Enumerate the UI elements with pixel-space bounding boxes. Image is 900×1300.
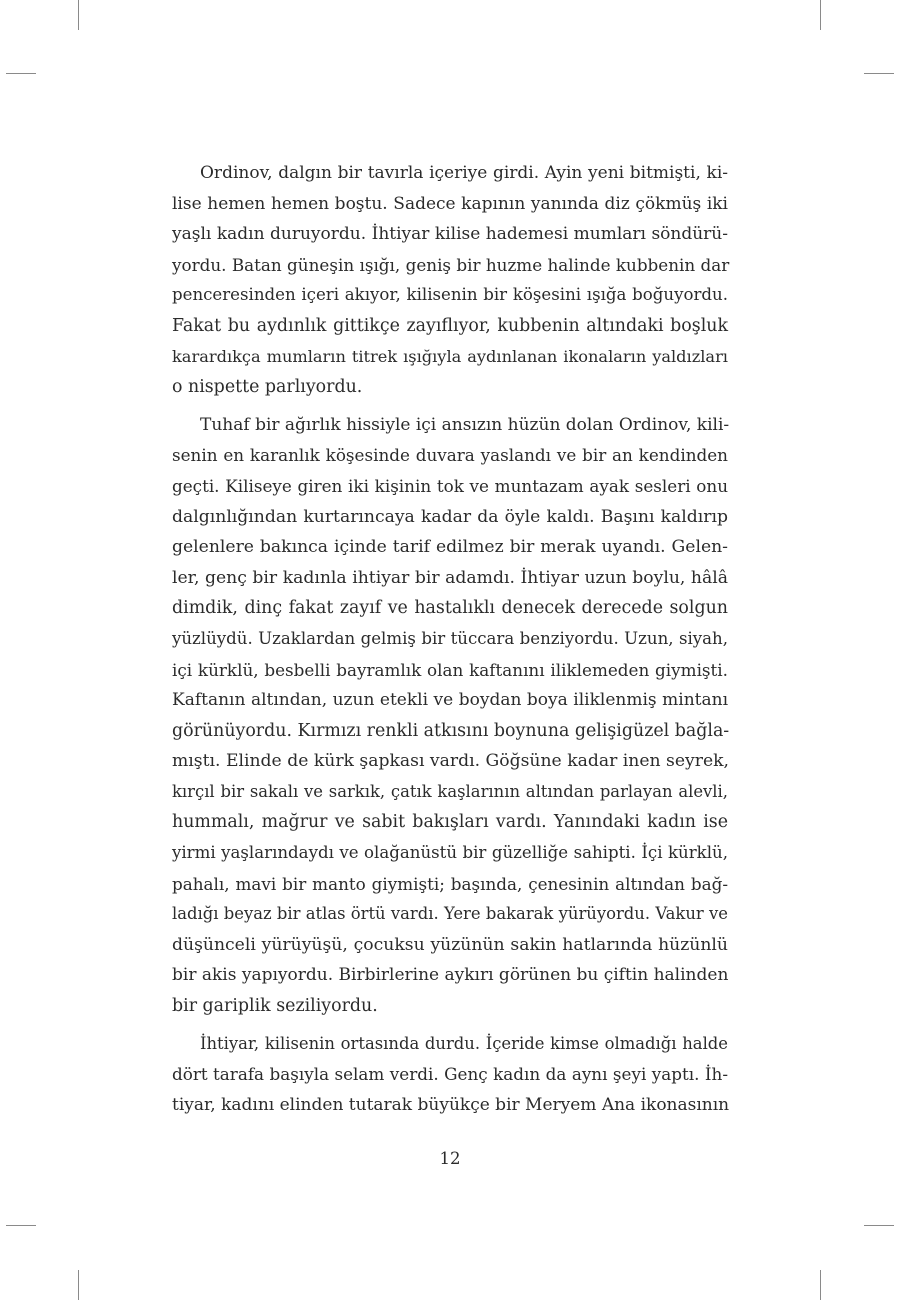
body-text: [172, 158, 728, 1127]
text-line: ladığı beyaz bir atlas örtü vardı. Yere bakarak yürüyordu. Vakur ve: [172, 904, 728, 924]
text-line: gelenlere bakınca içinde tarif edilmez bir merak uyandı. Gelen-: [172, 537, 728, 558]
text-line: karardıkça mumların titrek ışığıyla aydınlanan ikonaların yaldızları: [172, 346, 728, 366]
text-line: dalgınlığından kurtarıncaya kadar da öyle kaldı. Başını kaldırıp: [172, 506, 728, 527]
text-line: kırçıl bir sakalı ve sarkık, çatık kaşlarının altından parlayan alevli,: [172, 781, 728, 801]
text-line: Fakat bu aydınlık gittikçe zayıflıyor, kubbenin altındaki boşluk: [172, 315, 728, 336]
text-line: yüzlüydü. Uzaklardan gelmiş bir tüccara benziyordu. Uzun, siyah,: [172, 628, 728, 648]
paragraph: [172, 410, 728, 1022]
text-line: Tuhaf bir ağırlık hissiyle içi ansızın hüzün dolan Ordinov, kili-: [200, 414, 730, 435]
text-line: tiyar, kadını elinden tutarak büyükçe bir Meryem Ana ikonasının: [172, 1094, 730, 1115]
text-line: bir akis yapıyordu. Birbirlerine aykırı görünen bu çiftin halinden: [172, 965, 729, 986]
crop-mark-top-left: [78, 0, 79, 30]
text-line: penceresinden içeri akıyor, kilisenin bir köşesini ışığa boğuyordu.: [172, 285, 728, 305]
paragraph: [172, 158, 728, 403]
text-line: yirmi yaşlarındaydı ve olağanüstü bir güzelliğe sahipti. İçi kürklü,: [172, 843, 728, 863]
crop-mark-left-lower: [6, 1225, 36, 1226]
text-line: görünüyordu. Kırmızı renkli atkısını boynuna gelişigüzel bağla-: [172, 720, 730, 741]
crop-mark-top-right: [820, 0, 821, 30]
text-line: düşünceli yürüyüşü, çocuksu yüzünün sakin hatlarında hüzünlü: [172, 934, 728, 955]
text-line: geçti. Kiliseye giren iki kişinin tok ve muntazam ayak sesleri onu: [172, 475, 728, 496]
page-number: 12: [439, 1149, 461, 1168]
crop-mark-bottom-right: [820, 1270, 821, 1300]
text-line: mıştı. Elinde de kürk şapkası vardı. Göğsüne kadar inen seyrek,: [172, 751, 730, 772]
text-line: bir gariplik seziliyordu.: [172, 996, 378, 1017]
text-line: İhtiyar, kilisenin ortasında durdu. İçeride kimse olmadığı halde: [200, 1033, 728, 1053]
text-line: dört tarafa başıyla selam verdi. Genç kadın da aynı şeyi yaptı. İh-: [172, 1064, 728, 1085]
crop-mark-right-lower: [864, 1225, 894, 1226]
text-line: Ordinov, dalgın bir tavırla içeriye girdi. Ayin yeni bitmişti, ki-: [200, 163, 728, 183]
text-line: ler, genç bir kadınla ihtiyar bir adamdı. İhtiyar uzun boylu, hâlâ: [172, 567, 728, 588]
text-line: lise hemen hemen boştu. Sadece kapının yanında diz çökmüş iki: [172, 193, 728, 214]
text-line: dimdik, dinç fakat zayıf ve hastalıklı denecek derecede solgun: [172, 598, 728, 619]
text-line: yaşlı kadın duruyordu. İhtiyar kilise hademesi mumları söndürü-: [172, 224, 728, 245]
text-line: o nispette parlıyordu.: [172, 377, 363, 398]
text-line: hummalı, mağrur ve sabit bakışları vardı. Yanındaki kadın ise: [172, 812, 728, 833]
crop-mark-left-upper: [6, 73, 36, 74]
crop-mark-right-upper: [864, 73, 894, 74]
text-line: pahalı, mavi bir manto giymişti; başında, çenesinin altından bağ-: [172, 873, 728, 894]
paragraph: [172, 1029, 728, 1121]
text-line: yordu. Batan güneşin ışığı, geniş bir huzme halinde kubbenin dar: [172, 254, 730, 275]
text-line: içi kürklü, besbelli bayramlık olan kaftanını iliklemeden giymişti.: [172, 659, 728, 680]
crop-mark-bottom-left: [78, 1270, 79, 1300]
text-line: senin en karanlık köşesinde duvara yaslandı ve bir an kendinden: [172, 445, 728, 466]
text-line: Kaftanın altından, uzun etekli ve boydan boya iliklenmiş mintanı: [172, 690, 728, 711]
